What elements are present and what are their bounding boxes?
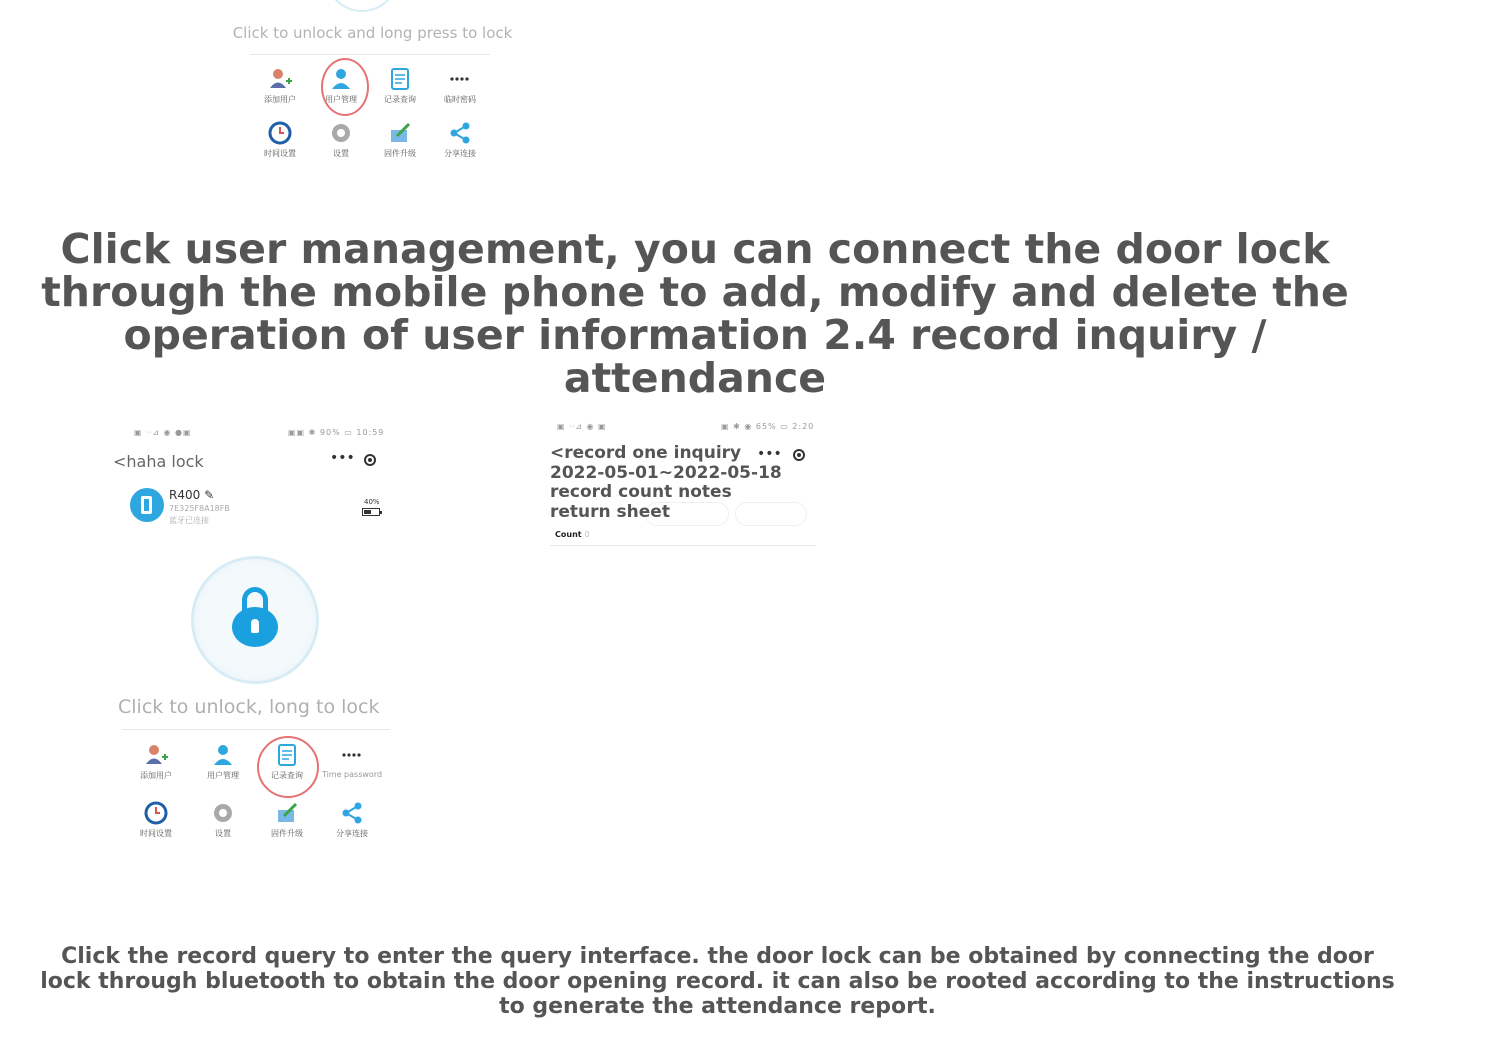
battery-icon [362, 508, 380, 516]
unlock-hint: Click to unlock, long to lock [118, 696, 380, 718]
add-user-icon [267, 66, 293, 92]
status-bar-right: ▣ ✱ ◉ 65% ▭ 2:20 [721, 422, 815, 431]
target-icon[interactable] [793, 449, 805, 461]
back-title[interactable]: <haha lock [113, 452, 204, 471]
gear-icon [210, 800, 236, 826]
count-label: Count [555, 530, 582, 539]
highlight-circle-user-management [321, 58, 369, 116]
grid-item-share[interactable]: 分享连接 [430, 120, 490, 159]
clock-icon [267, 120, 293, 146]
phone-screen-lock [110, 420, 410, 860]
status-bar-left: ▣ ᐧᐧ⊿ ◉ ●▣ [134, 428, 192, 437]
target-icon[interactable] [364, 454, 376, 466]
share-icon [447, 120, 473, 146]
firmware-upgrade-icon [274, 800, 300, 826]
main-heading: Click user management, you can connect the door lock through the mobile phone to add, modify and delete the operation of user information 2.4 record inquiry / attendance [41, 225, 1349, 402]
divider [122, 729, 390, 730]
device-mac: 7E325F8A18FB [169, 504, 230, 513]
grid-item-time-settings[interactable]: 时间设置 [250, 120, 310, 159]
battery-percent: 40% [364, 498, 380, 506]
unlock-hint: Click to unlock and long press to lock [232, 24, 513, 42]
status-bar-right: ▣▣ ✱ 90% ▭ 10:59 [288, 428, 385, 437]
gear-icon [328, 120, 354, 146]
grid-item-user-management[interactable]: 用户管理 [193, 742, 253, 781]
more-dots-icon[interactable]: ••• [330, 450, 355, 466]
grid-item-time-settings[interactable]: 时间设置 [126, 800, 186, 839]
grid-item-firmware-upgrade[interactable]: 固件升级 [370, 120, 430, 159]
record-query-icon [387, 66, 413, 92]
grid-item-settings[interactable]: 设置 [193, 800, 253, 839]
firmware-upgrade-icon [387, 120, 413, 146]
lock-button-ring-partial[interactable] [325, 0, 399, 12]
device-status: 蓝牙已连接 [169, 516, 209, 525]
grid-item-add-user[interactable]: 添加用户 [250, 66, 310, 105]
grid-item-temp-password[interactable]: 临时密码 [430, 66, 490, 105]
user-management-icon [210, 742, 236, 768]
record-inquiry-title[interactable]: <record one inquiry 2022-05-01~2022-05-18 record count notes return sheet [550, 443, 782, 522]
phone-screen-record-inquiry [545, 418, 820, 548]
clock-icon [143, 800, 169, 826]
device-name[interactable]: R400 ✎ [169, 488, 215, 502]
grid-item-record-query[interactable]: 记录查询 [370, 66, 430, 105]
time-password-icon [339, 742, 365, 768]
highlight-circle-record-query [257, 736, 319, 798]
secondary-heading: Click the record query to enter the query interface. the door lock can be obtained by connecting the door lock through bluetooth to obtain the door opening record. it can also be rooted according to the instructions to generate the attendance report. [40, 944, 1395, 1019]
grid-item-firmware-upgrade[interactable]: 固件升级 [257, 800, 317, 839]
divider [550, 545, 816, 546]
add-user-icon [143, 742, 169, 768]
door-device-icon [130, 488, 164, 522]
keyhole-icon [251, 619, 259, 633]
grid-item-add-user[interactable]: 添加用户 [126, 742, 186, 781]
grid-item-share[interactable]: 分享连接 [322, 800, 382, 839]
more-dots-icon[interactable]: ••• [757, 446, 782, 462]
share-icon [339, 800, 365, 826]
count-value: 0 [584, 530, 590, 539]
grid-item-record-query[interactable]: 记录查询 [257, 742, 317, 781]
temp-password-icon [447, 66, 473, 92]
status-bar-left: ▣ ᐧᐧ⊿ ◉ ▣ [557, 422, 607, 431]
grid-item-settings[interactable]: 设置 [311, 120, 371, 159]
count-row [555, 530, 590, 539]
top-app-panel [200, 0, 540, 175]
grid-item-time-password[interactable]: Time password [319, 742, 385, 779]
edit-pencil-icon[interactable]: ✎ [204, 488, 215, 502]
divider [250, 54, 490, 55]
grid-item-user-management[interactable]: 用户管理 [311, 66, 371, 105]
unlock-button[interactable] [191, 556, 319, 684]
